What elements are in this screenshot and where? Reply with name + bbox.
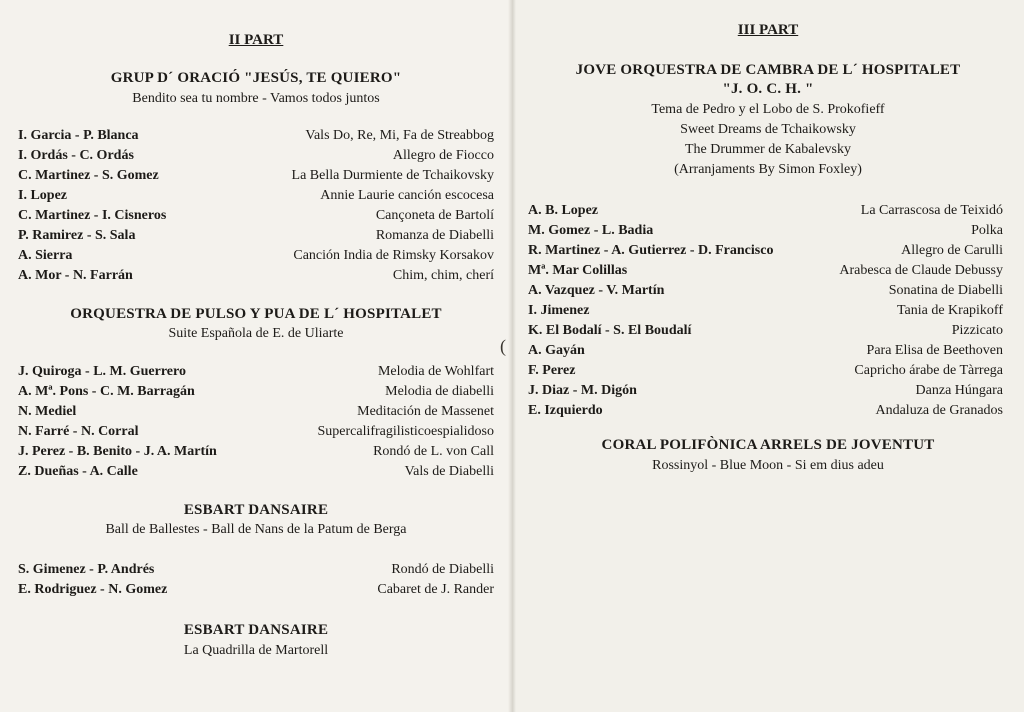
section-subtitle: Rossinyol - Blue Moon - Si em dius adeu: [652, 458, 884, 473]
section-title: CORAL POLIFÒNICA ARRELS DE JOVENTUT: [601, 437, 935, 453]
program-row: [528, 203, 1003, 223]
section-subtitle: Ball de Ballestes - Ball de Nans de la Patum de Berga: [105, 522, 407, 537]
piece: Vals Do, Re, Mi, Fa de Streabbog: [305, 128, 494, 143]
piece: Cançoneta de Bartolí: [375, 208, 494, 223]
piece: Allegro de Carulli: [901, 243, 1003, 258]
program-row: [18, 128, 494, 148]
performers: A. B. Lopez: [528, 203, 598, 218]
program-row: [528, 343, 1003, 363]
program-row: [528, 383, 1003, 403]
piece: Allegro de Fiocco: [392, 148, 494, 163]
section-subtitle: Bendito sea tu nombre - Vamos todos juntos: [132, 91, 380, 106]
program-row: [528, 263, 1003, 283]
program-row: [18, 464, 494, 484]
piece: Para Elisa de Beethoven: [866, 343, 1003, 358]
program-row: [18, 208, 494, 228]
performers: M. Gomez - L. Badia: [528, 223, 654, 238]
section-title: GRUP D´ ORACIÓ "JESÚS, TE QUIERO": [110, 70, 402, 86]
performers: F. Perez: [528, 363, 576, 378]
right-page: [512, 0, 1024, 712]
performers: C. Martinez - S. Gomez: [18, 168, 159, 183]
performers: R. Martinez - A. Gutierrez - D. Francisco: [528, 243, 774, 258]
program-row: [18, 188, 494, 208]
performers: A. Vazquez - V. Martín: [528, 283, 665, 298]
performers: N. Farré - N. Corral: [18, 424, 139, 439]
piece: Capricho árabe de Tàrrega: [854, 363, 1003, 378]
program-note: Tema de Pedro y el Lobo de S. Prokofieff: [651, 102, 885, 117]
piece: La Carrascosa de Teixidó: [860, 203, 1003, 218]
program-row: [18, 148, 494, 168]
piece: Annie Laurie canción escocesa: [320, 188, 494, 203]
performers: A. Gayán: [528, 343, 585, 358]
piece: Polka: [971, 223, 1003, 238]
staple-mark: (: [500, 336, 506, 356]
program-row: [18, 228, 494, 248]
piece: Meditación de Massenet: [357, 404, 494, 419]
section-subtitle: La Quadrilla de Martorell: [183, 643, 329, 658]
performers: I. Garcia - P. Blanca: [18, 128, 139, 143]
part-title: II PART: [228, 32, 284, 48]
piece: Canción India de Rimsky Korsakov: [293, 248, 494, 263]
performers: J. Diaz - M. Digón: [528, 383, 637, 398]
piece: Supercalifragilisticoespialidoso: [317, 424, 494, 439]
piece: Romanza de Diabelli: [375, 228, 494, 243]
performers: S. Gimenez - P. Andrés: [18, 562, 155, 577]
program-row: [18, 364, 494, 384]
piece: Rondó de L. von Call: [373, 444, 494, 459]
performers: I. Ordás - C. Ordás: [18, 148, 134, 163]
performers: Mª. Mar Colillas: [528, 263, 628, 278]
piece: Chim, chim, cherí: [392, 268, 494, 283]
piece: Tania de Krapikoff: [896, 303, 1003, 318]
performers: A. Mor - N. Farrán: [18, 268, 133, 283]
piece: Sonatina de Diabelli: [888, 283, 1003, 298]
program-row: [528, 303, 1003, 323]
program-row: [528, 223, 1003, 243]
program-row: [528, 363, 1003, 383]
piece: Melodia de Wohlfart: [377, 364, 494, 379]
program-row: [18, 424, 494, 444]
section-title: ESBART DANSAIRE: [183, 502, 329, 518]
piece: Rondó de Diabelli: [391, 562, 494, 577]
piece: Melodia de diabelli: [385, 384, 494, 399]
piece: Vals de Diabelli: [404, 464, 494, 479]
piece: Danza Húngara: [915, 383, 1003, 398]
piece: Pizzicato: [951, 323, 1003, 338]
program-row: [18, 444, 494, 464]
program-row: [528, 323, 1003, 343]
performers: N. Mediel: [18, 404, 77, 419]
program-row: [18, 582, 494, 602]
performers: C. Martinez - I. Cisneros: [18, 208, 167, 223]
program-note: The Drummer de Kabalevsky: [685, 142, 851, 157]
program-row: [18, 384, 494, 404]
program-row: [18, 404, 494, 424]
program-row: [18, 268, 494, 288]
section-title: JOVE ORQUESTRA DE CAMBRA DE L´ HOSPITALET: [575, 62, 961, 78]
program-row: [18, 248, 494, 268]
program-row: [528, 243, 1003, 263]
performers: I. Lopez: [18, 188, 67, 203]
performers: E. Izquierdo: [528, 403, 603, 418]
performers: E. Rodriguez - N. Gomez: [18, 582, 168, 597]
part-title: III PART: [737, 22, 799, 38]
piece: Arabesca de Claude Debussy: [839, 263, 1003, 278]
section-title: ORQUESTRA DE PULSO Y PUA DE L´ HOSPITALET: [70, 306, 442, 322]
piece: Andaluza de Granados: [875, 403, 1003, 418]
performers: A. Mª. Pons - C. M. Barragán: [18, 384, 195, 399]
performers: P. Ramirez - S. Sala: [18, 228, 136, 243]
piece: Cabaret de J. Rander: [377, 582, 494, 597]
performers: J. Quiroga - L. M. Guerrero: [18, 364, 186, 379]
piece: La Bella Durmiente de Tchaikovsky: [291, 168, 494, 183]
performers: I. Jimenez: [528, 303, 590, 318]
page-fold: [508, 0, 516, 712]
section-title: ESBART DANSAIRE: [183, 622, 329, 638]
section-subtitle: Suite Española de E. de Uliarte: [168, 326, 344, 341]
program-row: [18, 168, 494, 188]
section-title-line2: "J. O. C. H. ": [722, 81, 814, 97]
program-note: (Arranjaments By Simon Foxley): [674, 162, 862, 177]
program-row: [18, 562, 494, 582]
program-note: Sweet Dreams de Tchaikowsky: [680, 122, 856, 137]
performers: A. Sierra: [18, 248, 73, 263]
program-row: [528, 283, 1003, 303]
program-row: [528, 403, 1003, 423]
performers: J. Perez - B. Benito - J. A. Martín: [18, 444, 217, 459]
performers: K. El Bodalí - S. El Boudalí: [528, 323, 692, 338]
performers: Z. Dueñas - A. Calle: [18, 464, 138, 479]
